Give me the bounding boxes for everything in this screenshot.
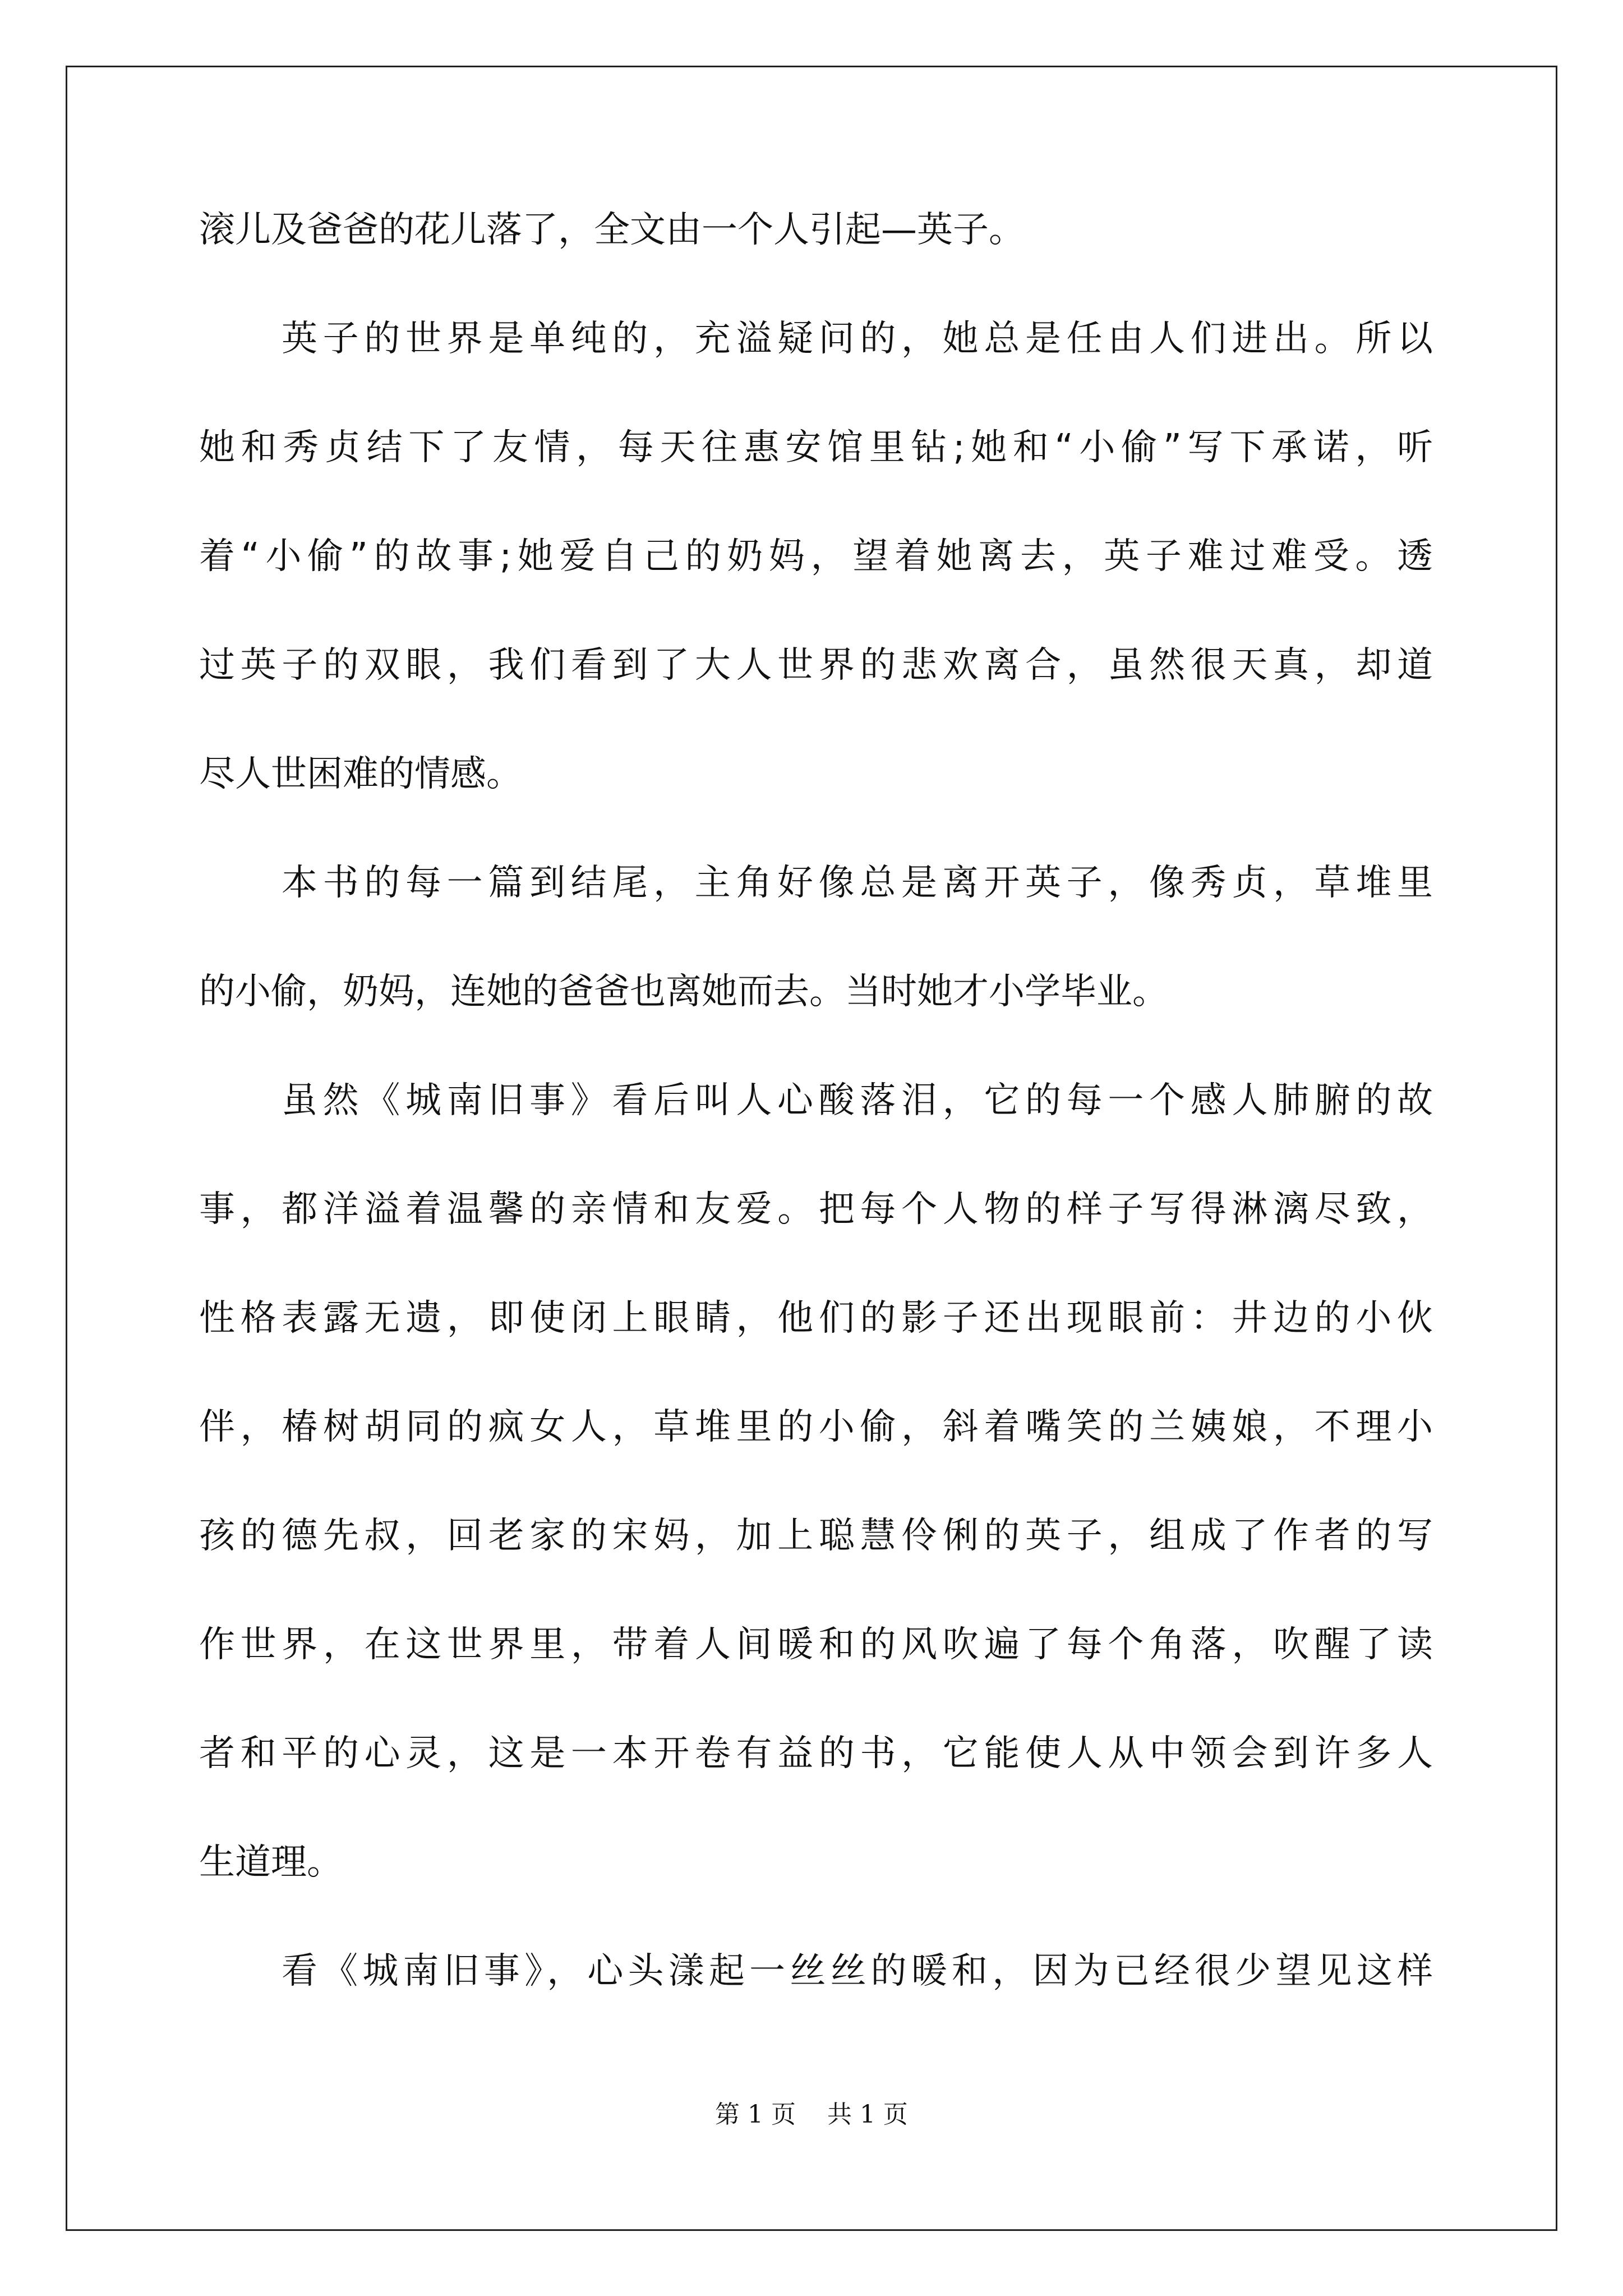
text-line: 的小偷，奶妈，连她的爸爸也离她而去。当时她才小学毕业。: [199, 971, 1168, 1013]
text-line: 她和秀贞结下了友情，每天往惠安馆里钻;她和“小偷”写下承诺，听: [199, 427, 1433, 468]
text-line: 伴，椿树胡同的疯女人，草堆里的小偷，斜着嘴笑的兰姨娘，不理小: [199, 1406, 1433, 1448]
text-line: 性格表露无遗，即使闭上眼睛，他们的影子还出现眼前：井边的小伙: [199, 1297, 1433, 1339]
text-line: 着“小偷”的故事;她爱自己的奶妈，望着她离去，英子难过难受。透: [199, 536, 1433, 577]
text-line: 滚儿及爸爸的花儿落了，全文由一个人引起—英子。: [199, 209, 1025, 251]
text-line: 英子的世界是单纯的，充溢疑问的，她总是任由人们进出。所以: [282, 318, 1433, 360]
text-line: 尽人世困难的情感。: [199, 753, 522, 795]
text-line: 虽然《城南旧事》看后叫人心酸落泪，它的每一个感人肺腑的故: [282, 1080, 1433, 1121]
text-line: 生道理。: [199, 1842, 343, 1883]
text-line: 本书的每一篇到结尾，主角好像总是离开英子，像秀贞，草堆里: [282, 862, 1433, 904]
text-line: 者和平的心灵，这是一本开卷有益的书，它能使人从中领会到许多人: [199, 1733, 1433, 1774]
text-line: 作世界，在这世界里，带着人间暖和的风吹遍了每个角落，吹醒了读: [199, 1624, 1433, 1665]
text-line: 看《城南旧事》，心头漾起一丝丝的暖和，因为已经很少望见这样: [282, 1950, 1433, 1992]
text-line: 事，都洋溢着温馨的亲情和友爱。把每个人物的样子写得淋漓尽致，: [199, 1189, 1433, 1230]
text-line: 孩的德先叔，回老家的宋妈，加上聪慧伶俐的英子，组成了作者的写: [199, 1515, 1433, 1557]
page-number-label: 第 1 页 共 1 页: [715, 2100, 908, 2129]
page-footer: [0, 2101, 1623, 2129]
document-body: [199, 209, 1433, 2062]
text-line: 过英子的双眼，我们看到了大人世界的悲欢离合，虽然很天真，却道: [199, 645, 1433, 686]
